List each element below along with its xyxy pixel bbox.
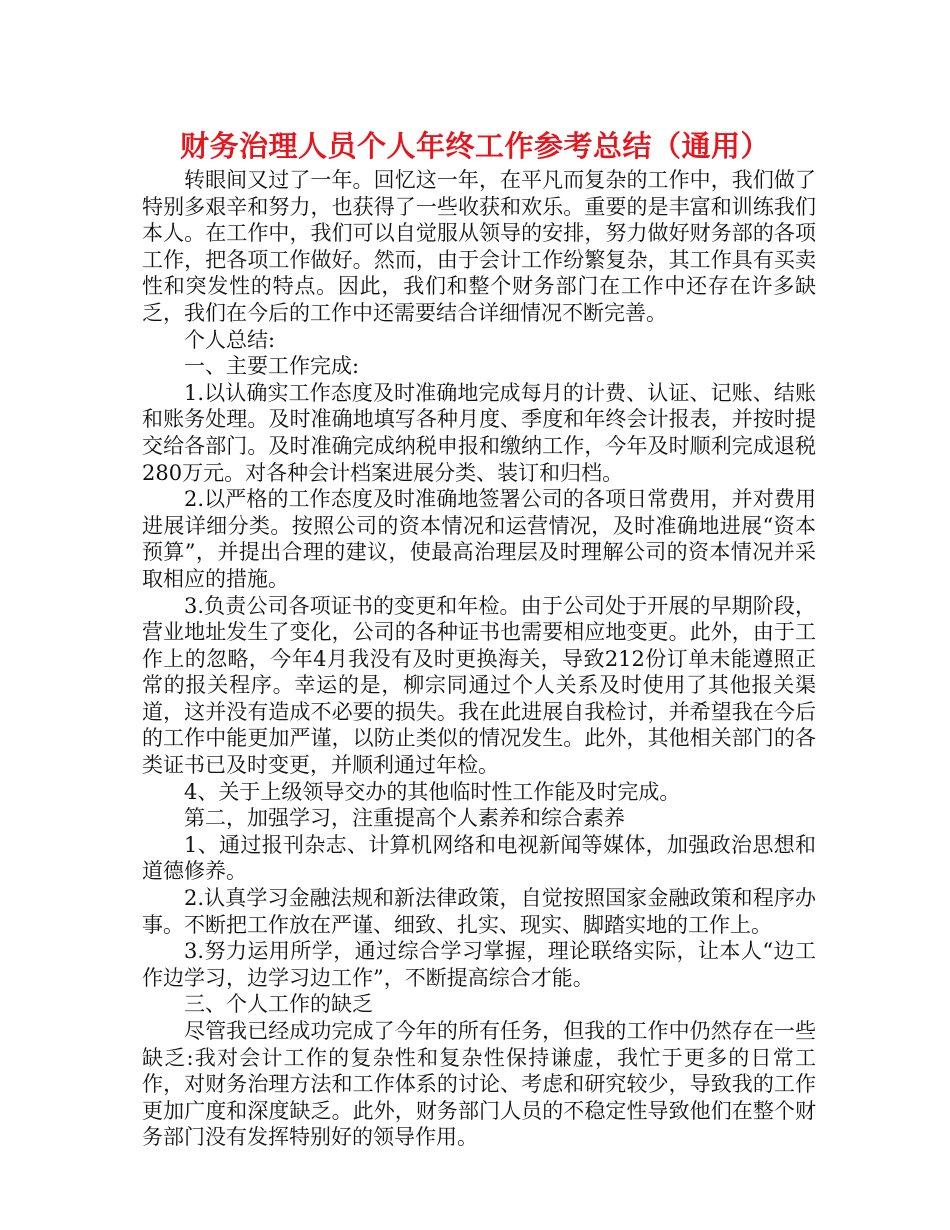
paragraph-learning-2: 2.认真学习金融法规和新法律政策，自觉按照国家金融政策和程序办事。不断把工作放在严谨、细致、扎实、现实、脚踏实地的工作上。 — [142, 886, 816, 937]
paragraph-learning-3: 3.努力运用所学，通过综合学习掌握，理论联络实际，让本人“边工作边学习，边学习边工作”，不断提高综合才能。 — [142, 939, 816, 990]
section-heading-shortcomings: 三、个人工作的缺乏 — [184, 992, 373, 1017]
paragraph-learning-1: 1、通过报刊杂志、计算机网络和电视新闻等媒体，加强政治思想和道德修养。 — [142, 832, 816, 884]
document-body — [142, 167, 816, 1151]
paragraph-item-3: 3.负责公司各项证书的变更和年检。由于公司处于开展的早期阶段，营业地址发生了变化，公司的各种证书也需要相应地变更。此外，由于工作上的忽略，今年4月我没有及时更换海关，导致212份订单未能遵照正常的报关程序。幸运的是，柳宗同通过个人关系及时使用了其他报关渠道，这并没有造成不必要的损失。我在此进展自我检讨，并希望我在今后的工作中能更加严谨，以防止类似的情况发生。此外，其他相关部门的各类证书已及时变更，并顺利通过年检。 — [142, 593, 816, 778]
paragraph-item-4: 4、关于上级领导交办的其他临时性工作能及时完成。 — [184, 779, 681, 804]
paragraph-item-1: 1.以认确实工作态度及时准确地完成每月的计费、认证、记账、结账和账务处理。及时准确地填写各种月度、季度和年终会计报表，并按时提交给各部门。及时准确完成纳税申报和缴纳工作，今年及时顺利完成退税280万元。对各种会计档案进展分类、装订和归档。 — [142, 380, 816, 485]
paragraph-intro: 转眼间又过了一年。回忆这一年，在平凡而复杂的工作中，我们做了特别多艰辛和努力，也获得了一些收获和欢乐。重要的是丰富和训练我们本人。在工作中，我们可以自觉服从领导的安排，努力做好财务部的各项工作，把各项工作做好。然而，由于会计工作纷繁复杂，其工作具有买卖性和突发性的特点。因此，我们和整个财务部门在工作中还存在许多缺乏，我们在今后的工作中还需要结合详细情况不断完善。 — [142, 168, 816, 325]
paragraph-shortcomings: 尽管我已经成功完成了今年的所有任务，但我的工作中仍然存在一些缺乏:我对会计工作的复杂性和复杂性保持谦虚，我忙于更多的日常工作，对财务治理方法和工作体系的讨论、考虑和研究较少，导致我的工作更加广度和深度缺乏。此外，财务部门人员的不稳定性导致他们在整个财务部门没有发挥特别好的领导作用。 — [142, 1019, 816, 1150]
document-title: 财务治理人员个人年终工作参考总结（通用） — [179, 129, 770, 163]
paragraph-personal-summary-heading: 个人总结: — [184, 327, 276, 352]
paragraph-item-2: 2.以严格的工作态度及时准确地签署公司的各项日常费用，并对费用进展详细分类。按照公司的资本情况和运营情况，及时准确地进展“资本预算”，并提出合理的建议，使最高治理层及时理解公司的资本情况并采取相应的措施。 — [142, 487, 816, 591]
section-heading-learning: 第二，加强学习，注重提高个人素养和综合素养 — [184, 806, 625, 831]
section-heading-main-work: 一、主要工作完成: — [184, 354, 360, 379]
